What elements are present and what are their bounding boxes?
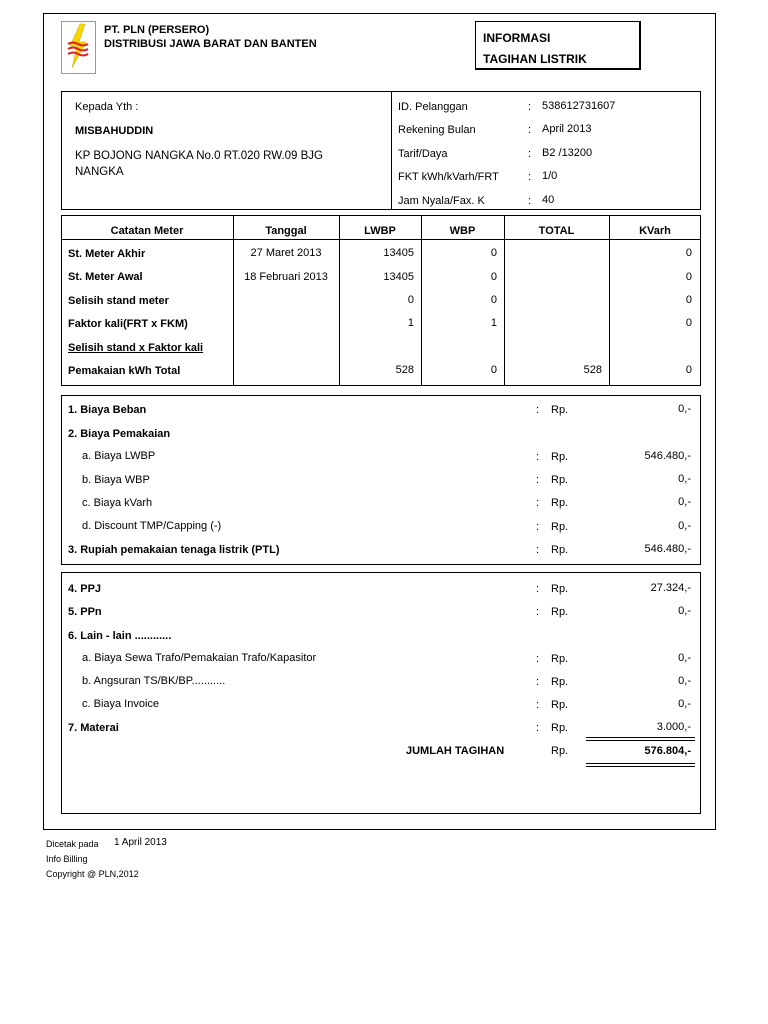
charge-amount: 0,- (678, 403, 691, 415)
meter-kvarh: 0 (685, 271, 692, 283)
charge-label: 1. Biaya Beban (68, 404, 147, 416)
total-rule-bottom-2 (586, 766, 695, 767)
meter-row-label: Selisih stand x Faktor kali (68, 342, 204, 354)
info-sep: : (528, 101, 532, 113)
meter-lwbp: 528 (395, 364, 414, 376)
division-name: DISTRIBUSI JAWA BARAT DAN BANTEN (104, 38, 317, 50)
meter-row-label: St. Meter Awal (68, 271, 143, 283)
charge-currency: Rp. (551, 676, 569, 688)
total-label: JUMLAH TAGIHAN (406, 745, 505, 757)
info-value: April 2013 (542, 123, 592, 135)
charge-currency: Rp. (551, 583, 569, 595)
charge-sep: : (536, 404, 540, 416)
charge-label: 4. PPJ (68, 583, 102, 595)
total-rule-top (586, 737, 695, 738)
info-label: Tarif/Daya (398, 148, 448, 160)
customer-address: KP BOJONG NANGKA No.0 RT.020 RW.09 BJG NANGKA (75, 150, 323, 178)
meter-kvarh: 0 (685, 364, 692, 376)
meter-row-label: Selisih stand meter (68, 295, 169, 307)
total-amount: 576.804,- (644, 745, 691, 757)
charge-label: 5. PPn (68, 606, 102, 618)
meter-row-label: Pemakaian kWh Total (68, 365, 181, 377)
charge-currency: Rp. (551, 474, 569, 486)
meter-header: LWBP (364, 225, 396, 237)
meter-lwbp: 13405 (383, 271, 414, 283)
copyright: Copyright @ PLN,2012 (46, 869, 139, 879)
charge-label: 6. Lain - lain ............ (68, 630, 172, 642)
charge-sep: : (536, 676, 540, 688)
meter-lwbp: 13405 (383, 247, 414, 259)
meter-wbp: 1 (490, 317, 497, 329)
company-name: PT. PLN (PERSERO) (104, 24, 210, 36)
total-rule-top-2 (586, 740, 695, 741)
charge-label: d. Discount TMP/Capping (-) (82, 520, 222, 532)
greeting: Kepada Yth : (75, 101, 139, 113)
title-line-1: INFORMASI (483, 31, 551, 45)
charge-amount: 0,- (678, 496, 691, 508)
charge-label: c. Biaya Invoice (82, 698, 160, 710)
charge-sep: : (536, 583, 540, 595)
charge-sep: : (536, 606, 540, 618)
total-currency: Rp. (551, 745, 569, 757)
charge-amount: 0,- (678, 698, 691, 710)
customer-name: MISBAHUDDIN (75, 125, 154, 137)
info-sep: : (528, 171, 532, 183)
charge-amount: 546.480,- (644, 450, 691, 462)
charge-sep: : (536, 544, 540, 556)
charge-amount: 0,- (678, 473, 691, 485)
info-sep: : (528, 148, 532, 160)
charge-label: 3. Rupiah pemakaian tenaga listrik (PTL) (68, 544, 280, 556)
meter-tanggal: 18 Februari 2013 (244, 271, 328, 283)
pln-lightning-logo-icon (62, 22, 95, 73)
info-sep: : (528, 124, 532, 136)
charge-sep: : (536, 722, 540, 734)
charge-sep: : (536, 474, 540, 486)
charge-amount: 546.480,- (644, 543, 691, 555)
printed-date: 1 April 2013 (114, 837, 167, 848)
info-label: FKT kWh/kVarh/FRT (398, 171, 499, 183)
charge-currency: Rp. (551, 521, 569, 533)
total-rule-bottom (586, 763, 695, 764)
meter-wbp: 0 (490, 247, 497, 259)
charge-amount: 0,- (678, 605, 691, 617)
charge-amount: 0,- (678, 675, 691, 687)
charge-currency: Rp. (551, 497, 569, 509)
meter-tanggal: 27 Maret 2013 (250, 247, 322, 259)
meter-header: WBP (449, 225, 476, 237)
logo-box (61, 21, 96, 74)
info-label: ID. Pelanggan (398, 101, 468, 113)
charge-label: b. Angsuran TS/BK/BP........... (82, 675, 226, 687)
charge-currency: Rp. (551, 699, 569, 711)
meter-header: KVarh (639, 225, 671, 237)
meter-header: Tanggal (265, 225, 307, 237)
info-value: 538612731607 (542, 100, 616, 112)
charge-label: 7. Materai (68, 722, 119, 734)
charge-label: a. Biaya LWBP (82, 450, 156, 462)
meter-lwbp: 1 (407, 317, 414, 329)
info-value: 1/0 (542, 170, 558, 182)
charge-currency: Rp. (551, 653, 569, 665)
charge-amount: 27.324,- (650, 582, 691, 594)
title-line-2: TAGIHAN LISTRIK (483, 52, 587, 66)
meter-lwbp: 0 (407, 294, 414, 306)
info-value: 40 (542, 194, 555, 206)
charge-label: 2. Biaya Pemakaian (68, 428, 171, 440)
charge-sep: : (536, 521, 540, 533)
charge-sep: : (536, 653, 540, 665)
meter-row-label: Faktor kali(FRT x FKM) (68, 318, 188, 330)
meter-header: Catatan Meter (110, 225, 184, 237)
meter-row-label: St. Meter Akhir (68, 248, 146, 260)
meter-total: 528 (583, 364, 602, 376)
charge-label: b. Biaya WBP (82, 474, 150, 486)
info-value: B2 /13200 (542, 147, 593, 159)
meter-kvarh: 0 (685, 294, 692, 306)
charge-label: a. Biaya Sewa Trafo/Pemakaian Trafo/Kapasitor (82, 652, 317, 664)
title-box (475, 21, 641, 70)
charge-amount: 3.000,- (656, 721, 691, 733)
printed-label: Dicetak pada (46, 839, 99, 849)
meter-wbp: 0 (490, 364, 497, 376)
charge-label: c. Biaya kVarh (82, 497, 153, 509)
charge-amount: 0,- (678, 652, 691, 664)
charge-currency: Rp. (551, 404, 569, 416)
meter-wbp: 0 (490, 294, 497, 306)
meter-kvarh: 0 (685, 317, 692, 329)
charge-sep: : (536, 699, 540, 711)
info-sep: : (528, 195, 532, 207)
meter-kvarh: 0 (685, 247, 692, 259)
info-label: Rekening Bulan (398, 124, 476, 136)
charge-currency: Rp. (551, 544, 569, 556)
charge-currency: Rp. (551, 451, 569, 463)
meter-header: TOTAL (538, 225, 575, 237)
charge-sep: : (536, 497, 540, 509)
charge-currency: Rp. (551, 722, 569, 734)
charge-currency: Rp. (551, 606, 569, 618)
meter-wbp: 0 (490, 271, 497, 283)
charge-sep: : (536, 451, 540, 463)
info-label: Jam Nyala/Fax. K (398, 195, 485, 207)
info-billing: Info Billing (46, 854, 88, 864)
charge-amount: 0,- (678, 520, 691, 532)
